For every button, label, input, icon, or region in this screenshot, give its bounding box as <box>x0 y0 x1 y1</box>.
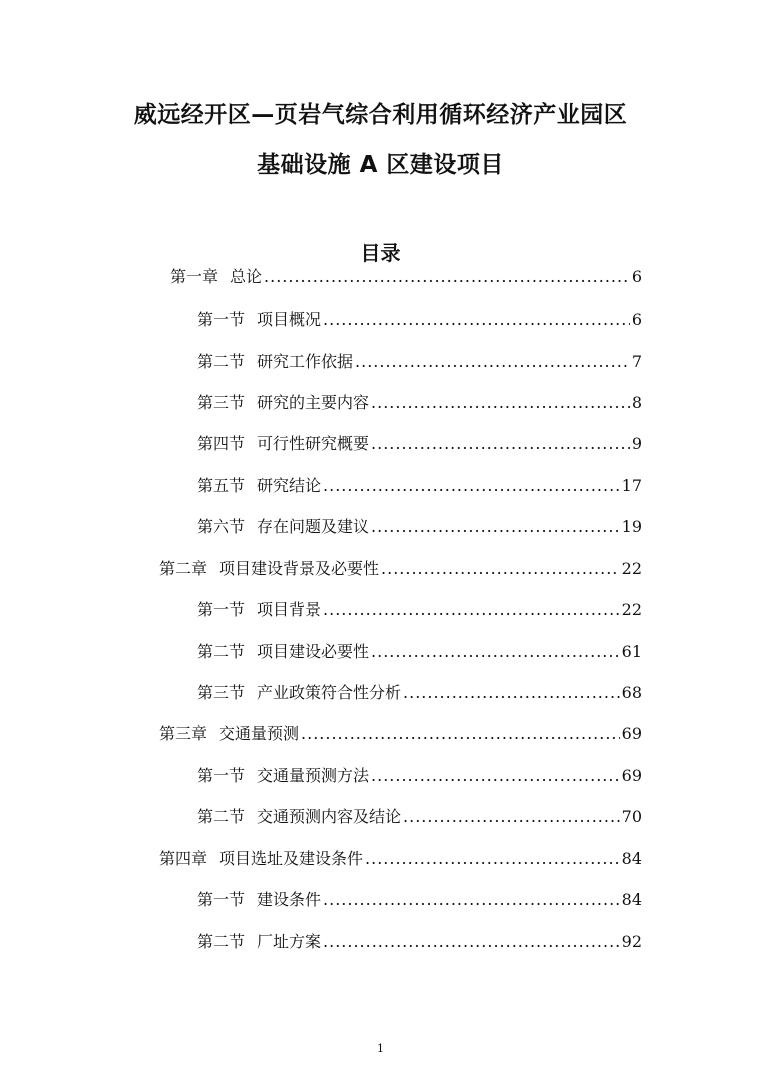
toc-entry-number: 第三章 <box>159 724 208 743</box>
toc-leader-dots <box>371 766 620 786</box>
toc-entry-page: 68 <box>621 683 642 702</box>
toc-entry-title: 存在问题及建议 <box>257 517 370 536</box>
toc-leader-dots <box>323 932 620 952</box>
toc-entry-number: 第四节 <box>197 434 246 453</box>
toc-entry-section[interactable] <box>197 596 642 620</box>
toc-entry-number: 第三节 <box>197 683 246 702</box>
toc-entry-section[interactable] <box>197 679 642 703</box>
toc-entry-title: 项目选址及建设条件 <box>219 849 364 868</box>
toc-entry-number: 第一节 <box>197 890 246 909</box>
toc-leader-dots <box>323 600 620 620</box>
toc-entry-section[interactable] <box>197 803 642 827</box>
toc-entry-number: 第二章 <box>159 559 208 578</box>
toc-entry-chapter-4[interactable] <box>159 845 642 869</box>
toc-entry-section[interactable] <box>197 638 642 662</box>
toc-entry-number: 第二节 <box>197 352 246 371</box>
toc-entry-page: 84 <box>621 890 642 909</box>
toc-entry-section[interactable] <box>197 928 642 952</box>
toc-entry-title: 可行性研究概要 <box>257 434 370 453</box>
toc-entry-number: 第六节 <box>197 517 246 536</box>
toc-entry-page: 6 <box>631 267 642 286</box>
toc-entry-section[interactable] <box>197 762 642 786</box>
toc-entry-title: 建设条件 <box>257 890 322 909</box>
toc-leader-dots <box>371 393 630 413</box>
toc-entry-title: 项目建设背景及必要性 <box>219 559 380 578</box>
toc-heading: 目录 <box>360 241 401 265</box>
toc-leader-dots <box>355 352 630 372</box>
toc-entry-title: 交通量预测 <box>219 724 300 743</box>
toc-entry-title: 交通预测内容及结论 <box>257 807 402 826</box>
toc-leader-dots <box>264 267 630 287</box>
toc-leader-dots <box>323 476 620 496</box>
toc-entry-title: 研究工作依据 <box>257 352 354 371</box>
toc-entry-section[interactable] <box>197 306 642 330</box>
toc-entry-title: 交通量预测方法 <box>257 766 370 785</box>
toc-entry-page: 7 <box>631 352 642 371</box>
toc-entry-section[interactable] <box>197 348 642 372</box>
document-title-line-2: 基础设施 A 区建设项目 <box>257 152 504 178</box>
toc-entry-page: 17 <box>621 476 642 495</box>
toc-entry-page: 6 <box>631 310 642 329</box>
toc-entry-title: 研究结论 <box>257 476 322 495</box>
toc-entry-page: 92 <box>621 932 642 951</box>
toc-leader-dots <box>301 724 620 744</box>
toc-entry-title: 项目建设必要性 <box>257 642 370 661</box>
toc-entry-number: 第一节 <box>197 310 246 329</box>
toc-entry-number: 第二节 <box>197 642 246 661</box>
toc-leader-dots <box>403 807 620 827</box>
toc-entry-page: 22 <box>621 600 642 619</box>
page-number: 1 <box>377 1042 384 1055</box>
toc-entry-section[interactable] <box>197 513 642 537</box>
toc-leader-dots <box>323 310 630 330</box>
toc-entry-chapter-2[interactable] <box>159 555 642 579</box>
toc-entry-section[interactable] <box>197 430 642 454</box>
toc-entry-number: 第三节 <box>197 393 246 412</box>
toc-entry-number: 第五节 <box>197 476 246 495</box>
toc-entry-page: 84 <box>621 849 642 868</box>
toc-entry-title: 项目背景 <box>257 600 322 619</box>
document-title-line-1: 威远经开区—页岩气综合利用循环经济产业园区 <box>133 102 628 128</box>
toc-entry-title: 产业政策符合性分析 <box>257 683 402 702</box>
toc-entry-title: 项目概况 <box>257 310 322 329</box>
toc-entry-number: 第四章 <box>159 849 208 868</box>
toc-entry-chapter-1[interactable] <box>170 263 642 287</box>
toc-entry-number: 第一章 <box>170 267 219 286</box>
toc-entry-page: 19 <box>621 517 642 536</box>
toc-leader-dots <box>365 849 620 869</box>
toc-entry-section[interactable] <box>197 886 642 910</box>
toc-leader-dots <box>371 434 630 454</box>
toc-leader-dots <box>371 642 620 662</box>
toc-entry-page: 70 <box>621 807 642 826</box>
toc-entry-section[interactable] <box>197 472 642 496</box>
toc-entry-title: 厂址方案 <box>257 932 322 951</box>
toc-leader-dots <box>371 517 620 537</box>
toc-entry-number: 第一节 <box>197 600 246 619</box>
toc-entry-number: 第二节 <box>197 807 246 826</box>
toc-entry-number: 第二节 <box>197 932 246 951</box>
toc-entry-section[interactable] <box>197 389 642 413</box>
toc-entry-title: 研究的主要内容 <box>257 393 370 412</box>
toc-entry-number: 第一节 <box>197 766 246 785</box>
toc-leader-dots <box>403 683 620 703</box>
toc-entry-page: 8 <box>631 393 642 412</box>
toc-entry-page: 9 <box>631 434 642 453</box>
toc-entry-page: 61 <box>621 642 642 661</box>
toc-entry-title: 总论 <box>230 267 263 286</box>
toc-leader-dots <box>323 890 620 910</box>
toc-entry-chapter-3[interactable] <box>159 720 642 744</box>
toc-leader-dots <box>381 559 620 579</box>
toc-entry-page: 22 <box>621 559 642 578</box>
toc-entry-page: 69 <box>621 724 642 743</box>
toc-entry-page: 69 <box>621 766 642 785</box>
